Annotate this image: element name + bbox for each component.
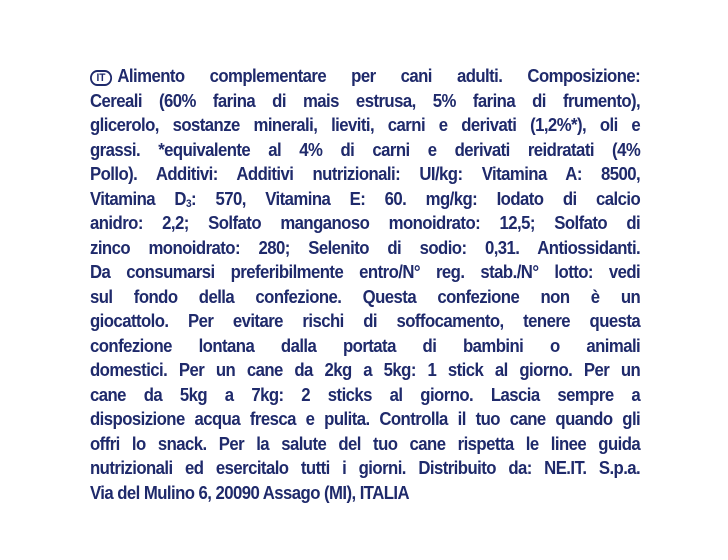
label-line-17: nutrizionali ed esercitalo tutti i giorni. Distribuito da: NE.IT. S.p.a.: [90, 458, 641, 478]
label-line-3: glicerolo, sostanze minerali, lieviti, carni e derivati (1,2%*), oli e: [90, 115, 641, 135]
vitamin-d-subscript: 3: [185, 197, 192, 210]
label-line-2: Cereali (60% farina di mais estrusa, 5% farina di frumento),: [90, 90, 641, 111]
label-line-15: disposizione acqua fresca e pulita. Controlla il tuo cane quando gli: [90, 409, 641, 429]
label-line-5: Pollo). Additivi: Additivi nutrizionali: UI/kg: Vitamina A: 8500,: [90, 164, 641, 184]
label-line-13: domestici. Per un cane da 2kg a 5kg: 1 stick al giorno. Per un: [90, 360, 641, 380]
label-line-10: sul fondo della confezione. Questa confezione non è un: [90, 286, 641, 307]
label-line-1-text: Alimento complementare per cani adulti. Composizione:: [117, 66, 641, 86]
label-line-7: anidro: 2,2; Solfato manganoso monoidrato: 12,5; Solfato di: [90, 213, 641, 233]
label-line-18: Via del Mulino 6, 20090 Assago (MI), ITALIA: [90, 482, 410, 503]
vitamin-d-rest: : 570, Vitamina E: 60. mg/kg: Iodato di calcio: [191, 188, 641, 209]
label-line-11: giocattolo. Per evitare rischi di soffocamento, tenere questa: [90, 311, 641, 331]
label-line-8: zinco monoidrato: 280; Selenito di sodio: 0,31. Antiossidanti.: [90, 237, 641, 258]
vitamin-d-text: Vitamina D: [90, 188, 186, 209]
ingredients-label: [90, 64, 641, 505]
label-line-4: grassi. *equivalente al 4% di carni e derivati reidratati (4%: [90, 139, 641, 160]
label-line-6: [90, 187, 640, 212]
label-line-1: [90, 64, 640, 89]
label-line-9: Da consumarsi preferibilmente entro/N° reg. stab./N° lotto: vedi: [90, 262, 641, 282]
label-line-14: cane da 5kg a 7kg: 2 sticks al giorno. Lascia sempre a: [90, 384, 641, 405]
language-badge: IT: [90, 70, 112, 86]
label-line-16: offri lo snack. Per la salute del tuo cane rispetta le linee guida: [90, 433, 641, 454]
label-line-12: confezione lontana dalla portata di bambini o animali: [90, 335, 641, 356]
